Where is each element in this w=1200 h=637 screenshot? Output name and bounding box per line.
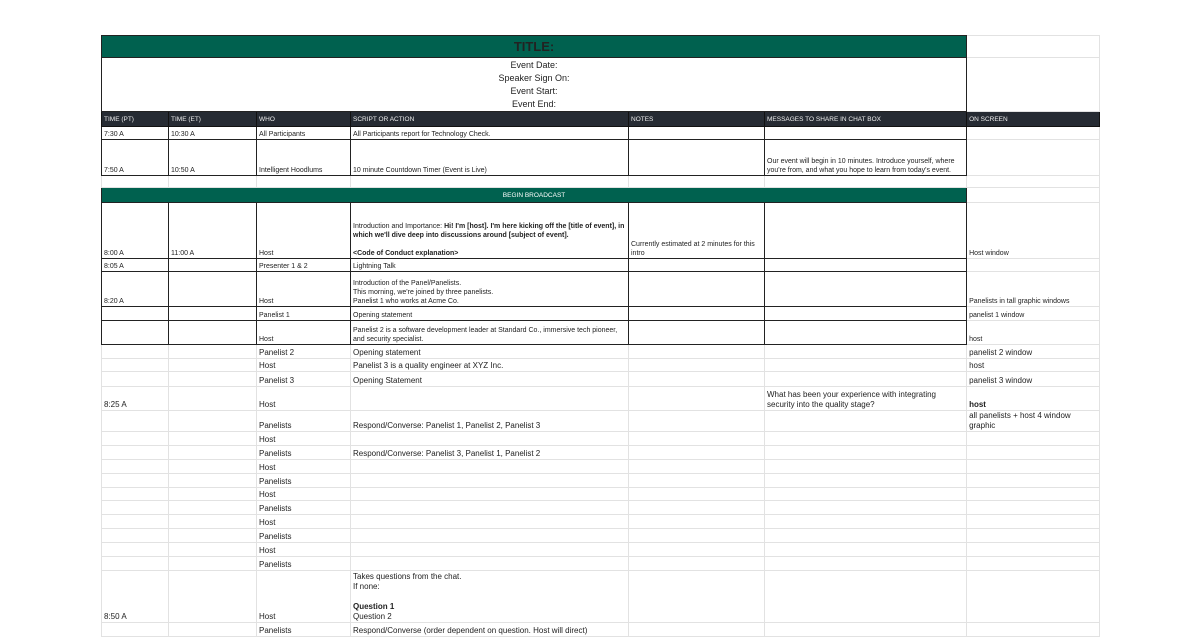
script-text: Introduction and Importance:	[353, 223, 445, 230]
script-cell[interactable]	[351, 387, 629, 411]
notes-cell[interactable]	[629, 140, 765, 176]
chat-message-cell[interactable]	[765, 307, 967, 321]
who-cell[interactable]: Intelligent Hoodlums	[257, 140, 351, 176]
table-row	[102, 359, 1100, 372]
who-cell[interactable]: Host	[257, 272, 351, 307]
who-cell[interactable]: Panelists	[257, 623, 351, 637]
on-screen-cell[interactable]: Panelists in tall graphic windows	[967, 272, 1100, 307]
who-cell[interactable]: Host	[257, 432, 351, 446]
notes-cell[interactable]	[629, 543, 765, 557]
script-cell[interactable]	[351, 501, 629, 515]
time-pt-cell[interactable]	[102, 529, 169, 543]
script-cell[interactable]	[351, 372, 629, 387]
table-row	[102, 557, 1100, 571]
who-cell[interactable]: Panelists	[257, 501, 351, 515]
time-et-cell[interactable]	[169, 345, 257, 359]
script-text: Takes questions from the chat. If none:	[353, 572, 462, 591]
time-et-cell[interactable]	[169, 460, 257, 474]
table-row	[102, 501, 1100, 515]
script-text: Respond/Converse: Panelist 1, Panelist 2, Panelist 3	[353, 421, 541, 430]
script-cell[interactable]	[351, 140, 629, 176]
who-cell[interactable]: Panelist 2	[257, 345, 351, 359]
who-cell[interactable]: Panelists	[257, 557, 351, 571]
table-row	[102, 307, 1100, 321]
event-start-label: Event Start:	[510, 85, 558, 96]
table-row	[102, 411, 1100, 432]
begin-broadcast-banner[interactable]: BEGIN BROADCAST	[102, 188, 967, 203]
table-row	[102, 140, 1100, 176]
time-pt-cell[interactable]	[102, 321, 169, 345]
on-screen-cell[interactable]: host	[967, 359, 1100, 372]
chat-message-cell[interactable]	[765, 446, 967, 460]
script-text: Opening statement	[353, 348, 421, 357]
chat-message-cell[interactable]: What has been your experience with integrating security into the quality stage?	[765, 387, 967, 411]
time-pt-cell[interactable]	[102, 488, 169, 501]
time-pt-cell[interactable]	[102, 543, 169, 557]
title-cell[interactable]: TITLE:	[102, 36, 967, 58]
chat-message-cell[interactable]: Our event will begin in 10 minutes. Introduce yourself, where you're from, and what you hope to learn from today's event.	[765, 140, 967, 176]
empty-cell[interactable]	[967, 36, 1100, 58]
empty-cell[interactable]	[102, 176, 169, 188]
notes-cell[interactable]	[629, 387, 765, 411]
time-et-cell[interactable]	[169, 501, 257, 515]
time-et-cell[interactable]	[169, 307, 257, 321]
chat-message-cell[interactable]	[765, 411, 967, 432]
script-text: Question 2	[353, 612, 392, 621]
notes-cell[interactable]	[629, 529, 765, 543]
time-pt-cell[interactable]: 7:30 A	[102, 127, 169, 140]
time-pt-cell[interactable]	[102, 474, 169, 488]
script-cell[interactable]	[351, 307, 629, 321]
time-et-cell[interactable]	[169, 543, 257, 557]
table-row	[102, 474, 1100, 488]
notes-cell[interactable]	[629, 411, 765, 432]
notes-cell[interactable]	[629, 557, 765, 571]
time-pt-cell[interactable]	[102, 307, 169, 321]
chat-message-cell[interactable]	[765, 460, 967, 474]
schedule-sheet	[101, 35, 1100, 637]
time-pt-cell[interactable]	[102, 515, 169, 529]
who-cell[interactable]: Panelist 3	[257, 372, 351, 387]
notes-cell[interactable]	[629, 501, 765, 515]
who-cell[interactable]: Panelists	[257, 446, 351, 460]
section-row	[102, 188, 1100, 203]
time-pt-cell[interactable]	[102, 411, 169, 432]
time-et-cell[interactable]	[169, 411, 257, 432]
time-pt-cell[interactable]	[102, 557, 169, 571]
chat-message-cell[interactable]	[765, 515, 967, 529]
time-et-cell[interactable]: 10:50 A	[169, 140, 257, 176]
who-cell[interactable]: All Participants	[257, 127, 351, 140]
header-time-pt[interactable]: TIME (PT)	[102, 112, 169, 127]
script-text: Opening statement	[353, 312, 413, 319]
chat-message-cell[interactable]	[765, 571, 967, 623]
time-et-cell[interactable]	[169, 372, 257, 387]
empty-cell[interactable]	[257, 176, 351, 188]
chat-message-cell[interactable]	[765, 529, 967, 543]
on-screen-cell[interactable]: panelist 3 window	[967, 372, 1100, 387]
script-cell[interactable]	[351, 446, 629, 460]
script-cell[interactable]	[351, 359, 629, 372]
header-who[interactable]: WHO	[257, 112, 351, 127]
chat-message-cell[interactable]	[765, 359, 967, 372]
time-pt-cell[interactable]	[102, 460, 169, 474]
empty-cell[interactable]	[967, 176, 1100, 188]
who-cell[interactable]: Panelists	[257, 474, 351, 488]
time-et-cell[interactable]	[169, 259, 257, 272]
chat-message-cell[interactable]	[765, 543, 967, 557]
notes-cell[interactable]	[629, 345, 765, 359]
chat-message-cell[interactable]	[765, 372, 967, 387]
on-screen-cell[interactable]	[967, 460, 1100, 474]
script-cell[interactable]	[351, 127, 629, 140]
who-cell[interactable]: Host	[257, 543, 351, 557]
script-text: Respond/Converse (order dependent on question. Host will direct)	[353, 626, 588, 635]
table-row	[102, 345, 1100, 359]
script-cell[interactable]	[351, 571, 629, 623]
chat-message-cell[interactable]	[765, 432, 967, 446]
script-cell[interactable]	[351, 515, 629, 529]
header-script[interactable]: SCRIPT OR ACTION	[351, 112, 629, 127]
time-et-cell[interactable]	[169, 515, 257, 529]
notes-cell[interactable]	[629, 259, 765, 272]
chat-message-cell[interactable]	[765, 127, 967, 140]
on-screen-cell[interactable]: Host window	[967, 203, 1100, 259]
script-text: Opening Statement	[353, 376, 422, 385]
on-screen-cell[interactable]: all panelists + host 4 window graphic	[967, 411, 1100, 432]
table-row	[102, 488, 1100, 501]
time-pt-cell[interactable]: 8:05 A	[102, 259, 169, 272]
on-screen-cell[interactable]	[967, 259, 1100, 272]
header-on-screen[interactable]: ON SCREEN	[967, 112, 1100, 127]
speaker-sign-on-label: Speaker Sign On:	[498, 72, 570, 83]
chat-message-cell[interactable]	[765, 203, 967, 259]
script-cell[interactable]	[351, 259, 629, 272]
notes-cell[interactable]	[629, 432, 765, 446]
script-cell[interactable]	[351, 474, 629, 488]
empty-cell[interactable]	[765, 176, 967, 188]
script-text: Panelist 3 is a quality engineer at XYZ Inc.	[353, 361, 504, 370]
time-pt-cell[interactable]	[102, 432, 169, 446]
time-et-cell[interactable]	[169, 488, 257, 501]
time-pt-cell[interactable]: 8:00 A	[102, 203, 169, 259]
time-et-cell[interactable]	[169, 446, 257, 460]
on-screen-cell[interactable]	[967, 571, 1100, 623]
script-text: Panelist 2 is a software development leader at Standard Co., immersive tech pioneer, and security specialist.	[353, 327, 618, 343]
script-cell[interactable]	[351, 411, 629, 432]
chat-message-cell[interactable]	[765, 557, 967, 571]
notes-cell[interactable]	[629, 372, 765, 387]
on-screen-cell[interactable]: host	[967, 321, 1100, 345]
time-pt-cell[interactable]	[102, 359, 169, 372]
table-row	[102, 515, 1100, 529]
script-text: 10 minute Countdown Timer (Event is Live)	[353, 167, 487, 174]
empty-cell[interactable]	[351, 176, 629, 188]
table-row	[102, 272, 1100, 307]
time-pt-cell[interactable]: 8:20 A	[102, 272, 169, 307]
table-row	[102, 460, 1100, 474]
time-et-cell[interactable]	[169, 359, 257, 372]
on-screen-cell[interactable]	[967, 432, 1100, 446]
notes-cell[interactable]	[629, 474, 765, 488]
notes-cell[interactable]	[629, 488, 765, 501]
time-pt-cell[interactable]	[102, 345, 169, 359]
script-text: All Participants report for Technology Check.	[353, 131, 491, 138]
header-chat-messages[interactable]: MESSAGES TO SHARE IN CHAT BOX	[765, 112, 967, 127]
table-row	[102, 203, 1100, 259]
script-cell[interactable]	[351, 557, 629, 571]
script-cell[interactable]	[351, 432, 629, 446]
on-screen-cell[interactable]	[967, 127, 1100, 140]
table-row	[102, 372, 1100, 387]
chat-message-cell[interactable]	[765, 474, 967, 488]
event-date-label: Event Date:	[510, 59, 558, 70]
table-row	[102, 571, 1100, 623]
table-row	[102, 387, 1100, 411]
notes-cell[interactable]: Currently estimated at 2 minutes for this intro	[629, 203, 765, 259]
chat-message-cell[interactable]	[765, 345, 967, 359]
table-row	[102, 259, 1100, 272]
script-text: Hi! I'm [host]. I'm here kicking off the [title of event], in which we'll dive deep into discussions around [subject of event]. <Code of Conduct explanation>	[353, 223, 625, 257]
script-text: Respond/Converse: Panelist 3, Panelist 1, Panelist 2	[353, 449, 541, 458]
spacer-row	[102, 176, 1100, 188]
table-row	[102, 321, 1100, 345]
notes-cell[interactable]	[629, 321, 765, 345]
script-cell[interactable]	[351, 321, 629, 345]
script-cell[interactable]	[351, 345, 629, 359]
table-row	[102, 543, 1100, 557]
time-et-cell[interactable]	[169, 571, 257, 623]
chat-message-cell[interactable]	[765, 501, 967, 515]
time-et-cell[interactable]: 11:00 A	[169, 203, 257, 259]
who-cell[interactable]: Panelist 1	[257, 307, 351, 321]
script-cell[interactable]	[351, 529, 629, 543]
time-et-cell[interactable]	[169, 321, 257, 345]
on-screen-cell[interactable]	[967, 515, 1100, 529]
header-notes[interactable]: NOTES	[629, 112, 765, 127]
time-pt-cell[interactable]: 8:50 A	[102, 571, 169, 623]
time-et-cell[interactable]	[169, 272, 257, 307]
notes-cell[interactable]	[629, 515, 765, 529]
time-et-cell[interactable]	[169, 474, 257, 488]
who-cell[interactable]: Host	[257, 203, 351, 259]
who-cell[interactable]: Panelists	[257, 529, 351, 543]
on-screen-cell[interactable]	[967, 474, 1100, 488]
header-row	[102, 112, 1100, 127]
table-row	[102, 446, 1100, 460]
table-row	[102, 127, 1100, 140]
notes-cell[interactable]	[629, 127, 765, 140]
notes-cell[interactable]	[629, 272, 765, 307]
notes-cell[interactable]	[629, 460, 765, 474]
table-row	[102, 432, 1100, 446]
time-et-cell[interactable]	[169, 529, 257, 543]
script-cell[interactable]	[351, 460, 629, 474]
on-screen-cell[interactable]: panelist 2 window	[967, 345, 1100, 359]
notes-cell[interactable]	[629, 571, 765, 623]
who-cell[interactable]: Host	[257, 321, 351, 345]
on-screen-cell[interactable]: panelist 1 window	[967, 307, 1100, 321]
chat-message-cell[interactable]	[765, 272, 967, 307]
event-info-cell[interactable]	[102, 58, 967, 112]
who-cell[interactable]: Host	[257, 460, 351, 474]
on-screen-cell[interactable]	[967, 543, 1100, 557]
on-screen-cell[interactable]	[967, 529, 1100, 543]
script-cell[interactable]	[351, 203, 629, 259]
time-pt-cell[interactable]	[102, 501, 169, 515]
empty-cell[interactable]	[629, 176, 765, 188]
chat-message-cell[interactable]	[765, 259, 967, 272]
who-cell[interactable]: Host	[257, 488, 351, 501]
who-cell[interactable]: Panelists	[257, 411, 351, 432]
who-cell[interactable]: Presenter 1 & 2	[257, 259, 351, 272]
time-et-cell[interactable]: 10:30 A	[169, 127, 257, 140]
time-et-cell[interactable]	[169, 387, 257, 411]
script-text: Introduction of the Panel/Panelists. This morning, we're joined by three panelists. Panelist 1 who works at Acme Co.	[353, 280, 494, 305]
who-cell[interactable]: Host	[257, 515, 351, 529]
on-screen-cell[interactable]	[967, 488, 1100, 501]
on-screen-cell[interactable]	[967, 446, 1100, 460]
time-pt-cell[interactable]	[102, 372, 169, 387]
empty-cell[interactable]	[169, 176, 257, 188]
script-cell[interactable]	[351, 488, 629, 501]
time-pt-cell[interactable]: 8:25 A	[102, 387, 169, 411]
on-screen-cell[interactable]	[967, 140, 1100, 176]
who-cell[interactable]: Host	[257, 387, 351, 411]
notes-cell[interactable]	[629, 446, 765, 460]
time-et-cell[interactable]	[169, 432, 257, 446]
script-text: Lightning Talk	[353, 263, 396, 270]
script-cell[interactable]	[351, 543, 629, 557]
chat-message-cell[interactable]	[765, 488, 967, 501]
chat-message-cell[interactable]	[765, 321, 967, 345]
on-screen-cell[interactable]: host	[967, 387, 1100, 411]
header-time-et[interactable]: TIME (ET)	[169, 112, 257, 127]
empty-cell[interactable]	[967, 188, 1100, 203]
notes-cell[interactable]	[629, 307, 765, 321]
on-screen-cell[interactable]	[967, 501, 1100, 515]
who-cell[interactable]: Host	[257, 359, 351, 372]
on-screen-cell[interactable]	[967, 557, 1100, 571]
who-cell[interactable]: Host	[257, 571, 351, 623]
notes-cell[interactable]	[629, 359, 765, 372]
time-pt-cell[interactable]: 7:50 A	[102, 140, 169, 176]
script-text: Question 1	[353, 602, 395, 611]
time-et-cell[interactable]	[169, 557, 257, 571]
time-pt-cell[interactable]	[102, 446, 169, 460]
script-cell[interactable]	[351, 272, 629, 307]
empty-cell[interactable]	[967, 58, 1100, 112]
event-end-label: Event End:	[512, 98, 557, 109]
table-row	[102, 529, 1100, 543]
